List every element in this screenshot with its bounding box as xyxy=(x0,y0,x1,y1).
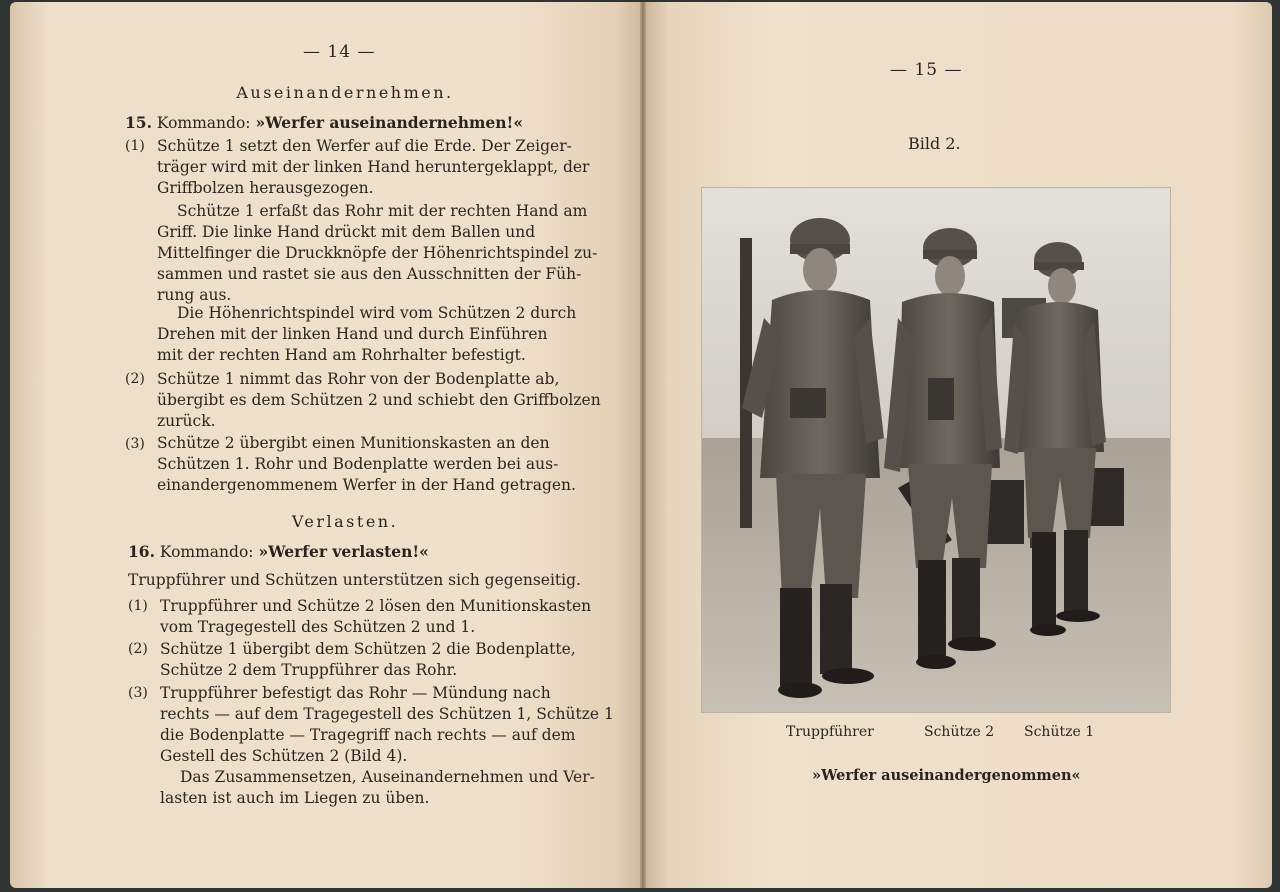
text-line: Schütze 1 erfaßt das Rohr mit der rechten Hand am xyxy=(177,202,588,220)
text-line: lasten ist auch im Liegen zu üben. xyxy=(160,789,430,807)
paragraph-number: 16. xyxy=(128,542,155,561)
figure-caption: »Werfer auseinandergenommen« xyxy=(812,767,1081,784)
text-line: träger wird mit der linken Hand heruntergeklappt, der xyxy=(157,158,590,176)
text-line: zurück. xyxy=(157,412,216,430)
text-line: Schützen 1. Rohr und Bodenplatte werden bei aus- xyxy=(157,455,559,473)
command-label: Kommando: xyxy=(159,543,254,561)
section-heading-verlasten: Verlasten. xyxy=(291,512,399,531)
text-line: rechts — auf dem Tragegestell des Schützen 1, Schütze 1 xyxy=(160,705,614,723)
text-line: einandergenommenem Werfer in der Hand getragen. xyxy=(157,476,576,494)
figure-label-schuetze-2: Schütze 2 xyxy=(924,724,995,740)
text-line: Griffbolzen herausgezogen. xyxy=(157,179,374,197)
text-line: Truppführer befestigt das Rohr — Mündung nach xyxy=(160,684,551,702)
figure-label-truppfuehrer: Truppführer xyxy=(786,724,874,740)
text-line: Schütze 1 nimmt das Rohr von der Bodenplatte ab, xyxy=(157,370,560,388)
text-line: Schütze 2 übergibt einen Munitionskasten an den xyxy=(157,434,550,452)
text-line: Die Höhenrichtspindel wird vom Schützen 2 durch xyxy=(177,304,577,322)
text-line: Mittelfinger die Druckknöpfe der Höhenrichtspindel zu- xyxy=(157,244,598,262)
book-gutter xyxy=(640,2,646,888)
figure-label: Bild 2. xyxy=(908,134,961,153)
figure-photo-soldiers xyxy=(702,188,1170,712)
text-line: übergibt es dem Schützen 2 und schiebt den Griffbolzen xyxy=(157,391,601,409)
command-text: »Werfer verlasten!« xyxy=(258,542,429,561)
text-line: Griff. Die linke Hand drückt mit dem Ballen und xyxy=(157,223,536,241)
command-text: »Werfer auseinandernehmen!« xyxy=(255,113,524,132)
item-marker: (2) xyxy=(125,371,145,387)
soldiers-photo-illustration xyxy=(702,188,1170,712)
text-line: die Bodenplatte — Tragegriff nach rechts — auf dem xyxy=(160,726,576,744)
item-marker: (1) xyxy=(125,138,145,154)
text-line: sammen und rastet sie aus den Ausschnitten der Füh- xyxy=(157,265,582,283)
right-page-number: — 15 — xyxy=(890,60,963,80)
left-page-number: — 14 — xyxy=(303,42,376,62)
text-line: Drehen mit der linken Hand und durch Einführen xyxy=(157,325,548,343)
text-line: Schütze 1 übergibt dem Schützen 2 die Bodenplatte, xyxy=(160,640,576,658)
text-line: Truppführer und Schützen unterstützen sich gegenseitig. xyxy=(128,571,581,589)
text-line: vom Tragegestell des Schützen 2 und 1. xyxy=(160,618,476,636)
text-line: Schütze 1 setzt den Werfer auf die Erde. Der Zeiger- xyxy=(157,137,572,155)
text-line: mit der rechten Hand am Rohrhalter befestigt. xyxy=(157,346,526,364)
paragraph-number: 15. xyxy=(125,113,152,132)
command-label: Kommando: xyxy=(156,114,251,132)
text-line: Schütze 2 dem Truppführer das Rohr. xyxy=(160,661,458,679)
text-line: rung aus. xyxy=(157,286,232,304)
item-marker: (2) xyxy=(128,641,148,657)
text-line: Gestell des Schützen 2 (Bild 4). xyxy=(160,747,408,765)
figure-label-schuetze-1: Schütze 1 xyxy=(1024,724,1095,740)
paragraph-15-header xyxy=(125,113,523,133)
section-heading-auseinandernehmen: Auseinandernehmen. xyxy=(236,83,454,102)
text-line: Das Zusammensetzen, Auseinandernehmen und Ver- xyxy=(180,768,595,786)
paragraph-16-header xyxy=(128,542,429,562)
item-marker: (1) xyxy=(128,598,148,614)
item-marker: (3) xyxy=(125,436,145,452)
item-marker: (3) xyxy=(128,685,148,701)
text-line: Truppführer und Schütze 2 lösen den Munitionskasten xyxy=(160,597,592,615)
